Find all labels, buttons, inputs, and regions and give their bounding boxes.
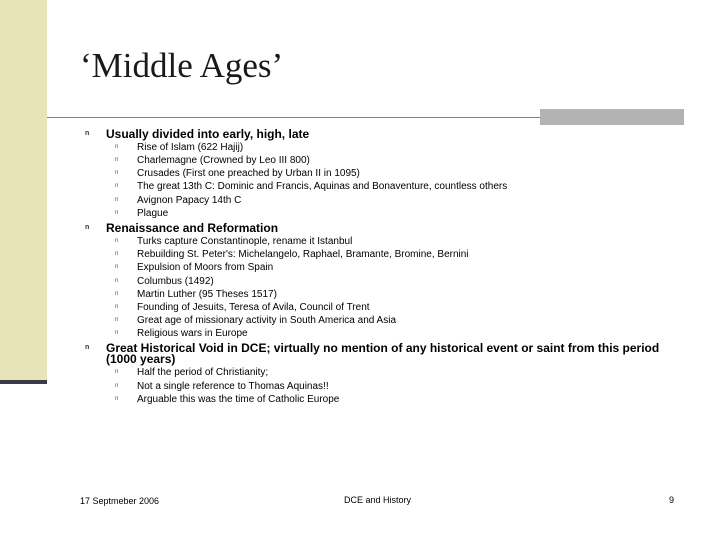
sub-bullet-marker: n	[115, 396, 119, 402]
sub-bullet-text: The great 13th C: Dominic and Francis, Aquinas and Bonaventure, countless others	[137, 181, 508, 192]
sub-bullet-text: Half the period of Christianity;	[137, 367, 269, 378]
sub-bullet-text: Columbus (1492)	[137, 276, 214, 287]
sub-bullet-marker: n	[115, 278, 119, 284]
sub-bullet-text: Great age of missionary activity in South America and Asia	[137, 315, 397, 326]
footer-title: DCE and History	[344, 495, 412, 505]
sub-bullet-marker: n	[115, 170, 119, 176]
sub-bullet-text: Not a single reference to Thomas Aquinas!!	[137, 381, 329, 392]
sub-bullet-marker: n	[115, 291, 119, 297]
title-underline-block	[540, 109, 684, 125]
sub-bullet-text: Avignon Papacy 14th C	[137, 195, 242, 206]
title-underline	[47, 117, 540, 118]
sub-bullet-marker: n	[115, 251, 119, 257]
bullet-heading-continued: (1000 years)	[106, 352, 176, 366]
page-number: 9	[669, 495, 675, 505]
bullet-heading: Great Historical Void in DCE; virtually no mention of any historical event or saint from this period	[106, 341, 660, 355]
sub-bullet-marker: n	[115, 144, 119, 150]
sub-bullet-text: Founding of Jesuits, Teresa of Avila, Council of Trent	[137, 302, 370, 313]
left-accent-band	[0, 0, 47, 383]
bullet-heading: Usually divided into early, high, late	[106, 127, 310, 141]
sub-bullet-marker: n	[115, 183, 119, 189]
sub-bullet-text: Plague	[137, 208, 169, 219]
sub-bullet-marker: n	[115, 317, 119, 323]
sub-bullet-text: Crusades (First one preached by Urban II in 1095)	[137, 168, 360, 179]
sub-bullet-marker: n	[115, 157, 119, 163]
sub-bullet-marker: n	[115, 383, 119, 389]
sub-bullet-text: Expulsion of Moors from Spain	[137, 262, 274, 273]
sub-bullet-text: Rise of Islam (622 Hajij)	[137, 142, 244, 153]
footer-date: 17 Septmeber 2006	[80, 496, 160, 506]
sub-bullet-text: Martin Luther (95 Theses 1517)	[137, 289, 277, 300]
sub-bullet-text: Rebuilding St. Peter's: Michelangelo, Raphael, Bramante, Bromine, Bernini	[137, 249, 469, 260]
sub-bullet-marker: n	[115, 369, 119, 375]
sub-bullet-text: Turks capture Constantinople, rename it Istanbul	[137, 236, 353, 247]
sub-bullet-text: Religious wars in Europe	[137, 328, 248, 339]
sub-bullet-text: Arguable this was the time of Catholic Europe	[137, 394, 340, 405]
sub-bullet-marker: n	[115, 210, 119, 216]
sub-bullet-text: Charlemagne (Crowned by Leo III 800)	[137, 155, 310, 166]
sub-bullet-marker: n	[115, 238, 119, 244]
bullet-marker: n	[85, 224, 90, 231]
slide-title: ‘Middle Ages’	[80, 46, 284, 85]
left-accent-band-shadow	[0, 380, 47, 384]
sub-bullet-marker: n	[115, 197, 119, 203]
sub-bullet-marker: n	[115, 304, 119, 310]
bullet-marker: n	[85, 344, 90, 351]
bullet-marker: n	[85, 130, 90, 137]
sub-bullet-marker: n	[115, 264, 119, 270]
sub-bullet-marker: n	[115, 330, 119, 336]
bullet-heading: Renaissance and Reformation	[106, 221, 279, 235]
